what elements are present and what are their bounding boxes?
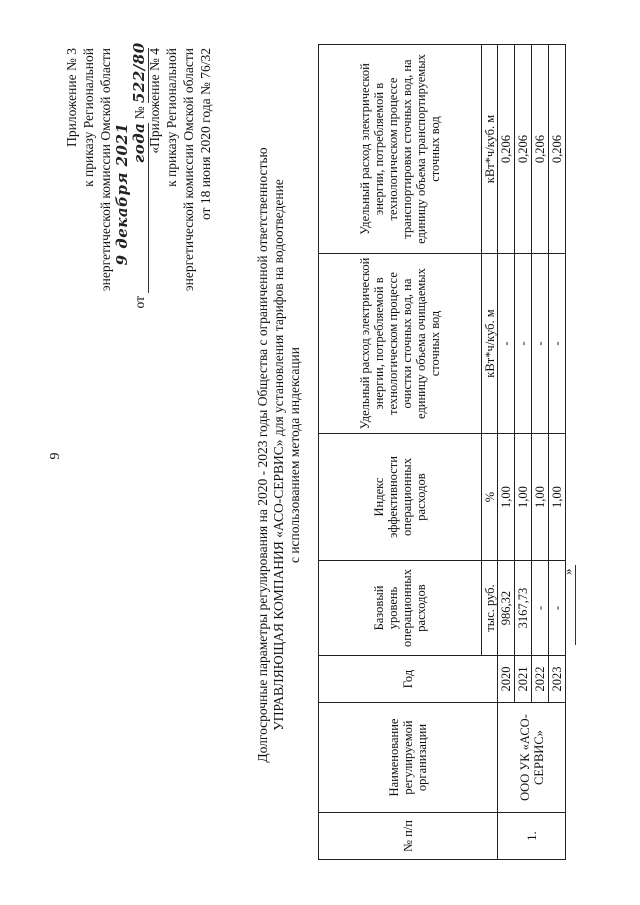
handwritten-date: 9 декабря 2021 года [113, 122, 148, 266]
cell-year: 2021 [515, 656, 532, 703]
header-elec-transport: Удельный расход электрической энергии, потребляемой в технологическом процессе транспортировки сточных вод, на единицу объема транспортируемых сточных вод [319, 45, 482, 254]
appendix-3-date-line [113, 42, 149, 378]
cell-index: 1,00 [532, 434, 549, 561]
cell-index: 1,00 [549, 434, 566, 561]
appendix-4-line2: к приказу Региональной [164, 48, 179, 187]
header-year: Год [319, 656, 498, 703]
number-label: № [132, 106, 147, 120]
cell-base: - [549, 561, 566, 656]
closing-rule [575, 565, 576, 645]
header-elec-clean: Удельный расход электрической энергии, потребляемой в технологическом процессе очистки сточных вод, на единицу объема очищаемых сточных вод [319, 254, 482, 434]
cell-elec-clean: - [498, 254, 515, 434]
cell-year: 2020 [498, 656, 515, 703]
cell-elec-transport: 0,206 [549, 45, 566, 254]
cell-base: 3167,73 [515, 561, 532, 656]
appendix-4-block [146, 48, 214, 388]
appendix-4-line4: от 18 июня 2020 года № 76/32 [198, 48, 213, 221]
cell-base: - [532, 561, 549, 656]
header-num: № п/п [319, 813, 498, 860]
unit-elec-clean: кВт*ч/куб. м [482, 254, 498, 434]
cell-elec-transport: 0,206 [515, 45, 532, 254]
appendix-3-line3: энергетической комиссии Омской области [98, 48, 113, 292]
appendix-3-block [63, 42, 149, 378]
header-base: Базовый уровень операционных расходов [319, 561, 482, 656]
cell-elec-transport: 0,206 [532, 45, 549, 254]
header-org: Наименование регулируемой организации [319, 703, 498, 813]
appendix-3-line2: к приказу Региональной [81, 48, 96, 187]
parameters-table [318, 44, 566, 860]
org-number: 1. [498, 813, 566, 860]
cell-elec-clean: - [532, 254, 549, 434]
title-line2: УПРАВЛЯЮЩАЯ КОМПАНИЯ «АСО-СЕРВИС» для установления тарифов на водоотведение [271, 179, 286, 731]
appendix-4-line3: энергетической комиссии Омской области [181, 48, 196, 292]
cell-elec-transport: 0,206 [498, 45, 515, 254]
title-line3: с использованием метода индексации [287, 346, 302, 564]
unit-index: % [482, 434, 498, 561]
cell-year: 2023 [549, 656, 566, 703]
unit-base: тыс. руб. [482, 561, 498, 656]
cell-elec-clean: - [515, 254, 532, 434]
document-title [255, 45, 303, 865]
handwritten-number: 522/80 [130, 42, 148, 103]
header-row [319, 45, 482, 860]
cell-year: 2022 [532, 656, 549, 703]
page-number: 9 [48, 452, 63, 460]
closing-quote: » [560, 568, 575, 575]
org-name: ООО УК «АСО-СЕРВИС» [498, 703, 566, 813]
header-index: Индекс эффективности операционных расходов [319, 434, 482, 561]
date-field [114, 123, 149, 293]
cell-index: 1,00 [515, 434, 532, 561]
cell-base: 986,32 [498, 561, 515, 656]
cell-elec-clean: - [549, 254, 566, 434]
unit-elec-transport: кВт*ч/куб. м [482, 45, 498, 254]
table-row [498, 45, 515, 860]
cell-index: 1,00 [498, 434, 515, 561]
from-label: от [132, 296, 147, 309]
appendix-4-line1: «Приложение № 4 [147, 48, 162, 154]
appendix-3-line1: Приложение № 3 [64, 48, 79, 147]
title-line1: Долгосрочные параметры регулирования на 2020 - 2023 годы Общества с ограниченной ответственностью [255, 147, 270, 763]
